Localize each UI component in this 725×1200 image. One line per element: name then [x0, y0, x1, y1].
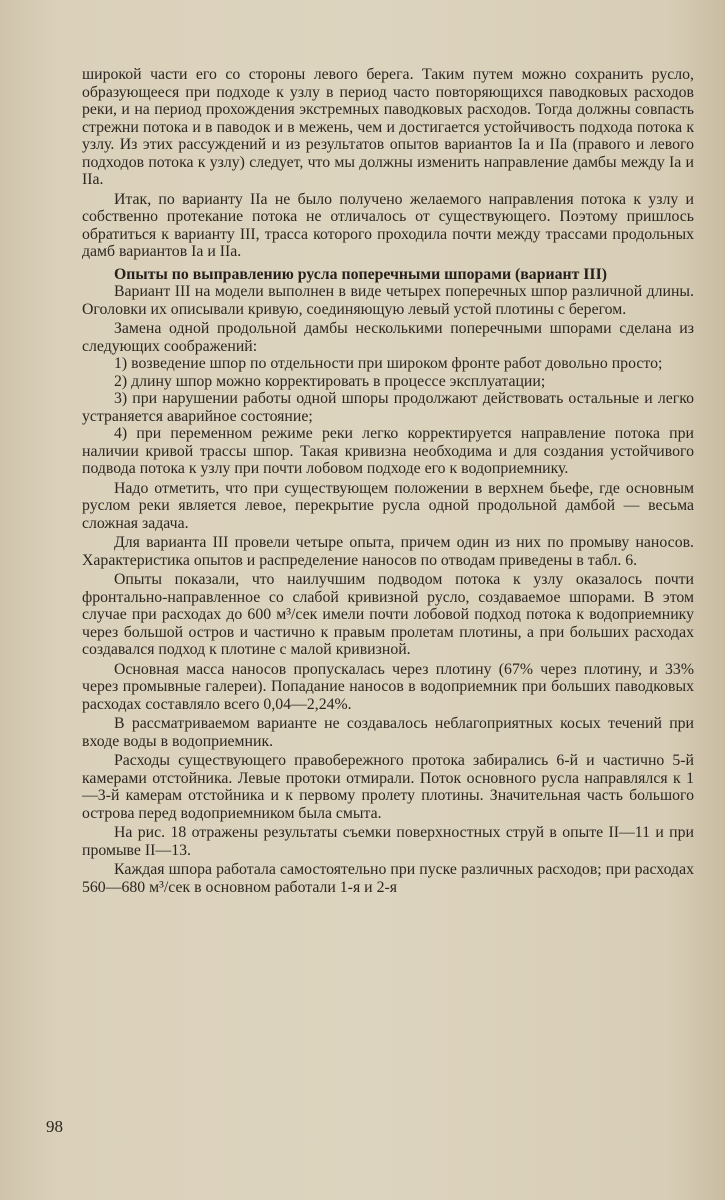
list-item-4: 4) при переменном режиме реки легко корректируется направление потока при наличии кривой трассы шпор. Такая кривизна необходима и для создания устойчивого подвода потока к узлу при почти лобовом подходе его к водоприемнику. [82, 425, 694, 477]
paragraph-10: Расходы существующего правобережного протока забирались 6-й и частично 5-й камерами отстойника. Левые протоки отмирали. Поток основного русла направлялся к 1—3-й камерам отстойника и к первому пролету плотины. Значительная часть большого острова перед водоприемником была смыта. [82, 752, 694, 822]
list-item-1: 1) возведение шпор по отдельности при широком фронте работ довольно просто; [114, 355, 663, 372]
paragraph-11: На рис. 18 отражены результаты съемки поверхностных струй в опыте II—11 и при промыве II—13. [82, 824, 694, 859]
paragraph-3: Вариант III на модели выполнен в виде четырех поперечных шпор различной длины. Оголовки их описывали кривую, соединяющую левый устой плотины с берегом. [82, 283, 694, 318]
paragraph-2: Итак, по варианту IIа не было получено желаемого направления потока к узлу и собственно протекание потока не отличалось от существующего. Поэтому пришлось обратиться к варианту III, трасса которого проходила почти между трассами продольных дамб вариантов Iа и IIа. [82, 190, 694, 260]
list-item-2: 2) длину шпор можно корректировать в процессе эксплуатации; [114, 372, 546, 390]
list-item-3: 3) при нарушении работы одной шпоры продолжают действовать остальные и легко устраняется аварийное состояние; [82, 390, 694, 425]
paragraph-7: Опыты показали, что наилучшим подводом потока к узлу оказалось почти фронтально-направленное со слабой кривизной русло, создаваемое шпорами. В этом случае при расходах до 600 м³/сек имели почти лобовой подход потока к водоприемнику через большой остров и частично к правым пролетам плотины, а при больших расходах создавался подход к плотине с малой кривизной. [82, 571, 694, 658]
paragraph-5: Надо отметить, что при существующем положении в верхнем бьефе, где основным руслом реки является левое, перекрытие русла одной продольной дамбой — весьма сложная задача. [82, 479, 694, 532]
section-heading: Опыты по выправлению русла поперечными шпорами (вариант III) [114, 265, 607, 283]
paragraph-4: Замена одной продольной дамбы несколькими поперечными шпорами сделана из следующих соображений: [82, 320, 694, 355]
paragraph-9: В рассматриваемом варианте не создавалось неблагоприятных косых течений при входе воды в водоприемник. [82, 715, 694, 750]
paragraph-12: Каждая шпора работала самостоятельно при пуске различных расходов; при расходах 560—680 м³/сек в основном работали 1-я и 2-я [82, 861, 694, 896]
paragraph-1: широкой части его со стороны левого берега. Таким путем можно сохранить русло, образующееся при подходе к узлу в период часто повторяющихся паводковых расходов реки, и на период прохождения экстремных паводковых расходов. Тогда должны совпасть стрежни потока и в паводок и в межень, чем и достигается устойчивость подхода потока к узлу. Из этих рассуждений и из результатов опытов вариантов Iа и IIа (правого и левого подходов потока к узлу) следует, что мы должны изменить направление дамбы между Iа и IIа. [82, 66, 694, 188]
paragraph-8: Основная масса наносов пропускалась через плотину (67% через плотину, и 33% через промывные галереи). Попадание наносов в водоприемник при больших паводковых расходах составляло всего 0,04—2,24%. [82, 660, 694, 713]
paragraph-6: Для варианта III провели четыре опыта, причем один из них по промыву наносов. Характеристика опытов и распределение наносов по отводам приведены в табл. 6. [82, 534, 694, 569]
page-body [82, 66, 694, 896]
page-number: 98 [46, 1117, 63, 1136]
